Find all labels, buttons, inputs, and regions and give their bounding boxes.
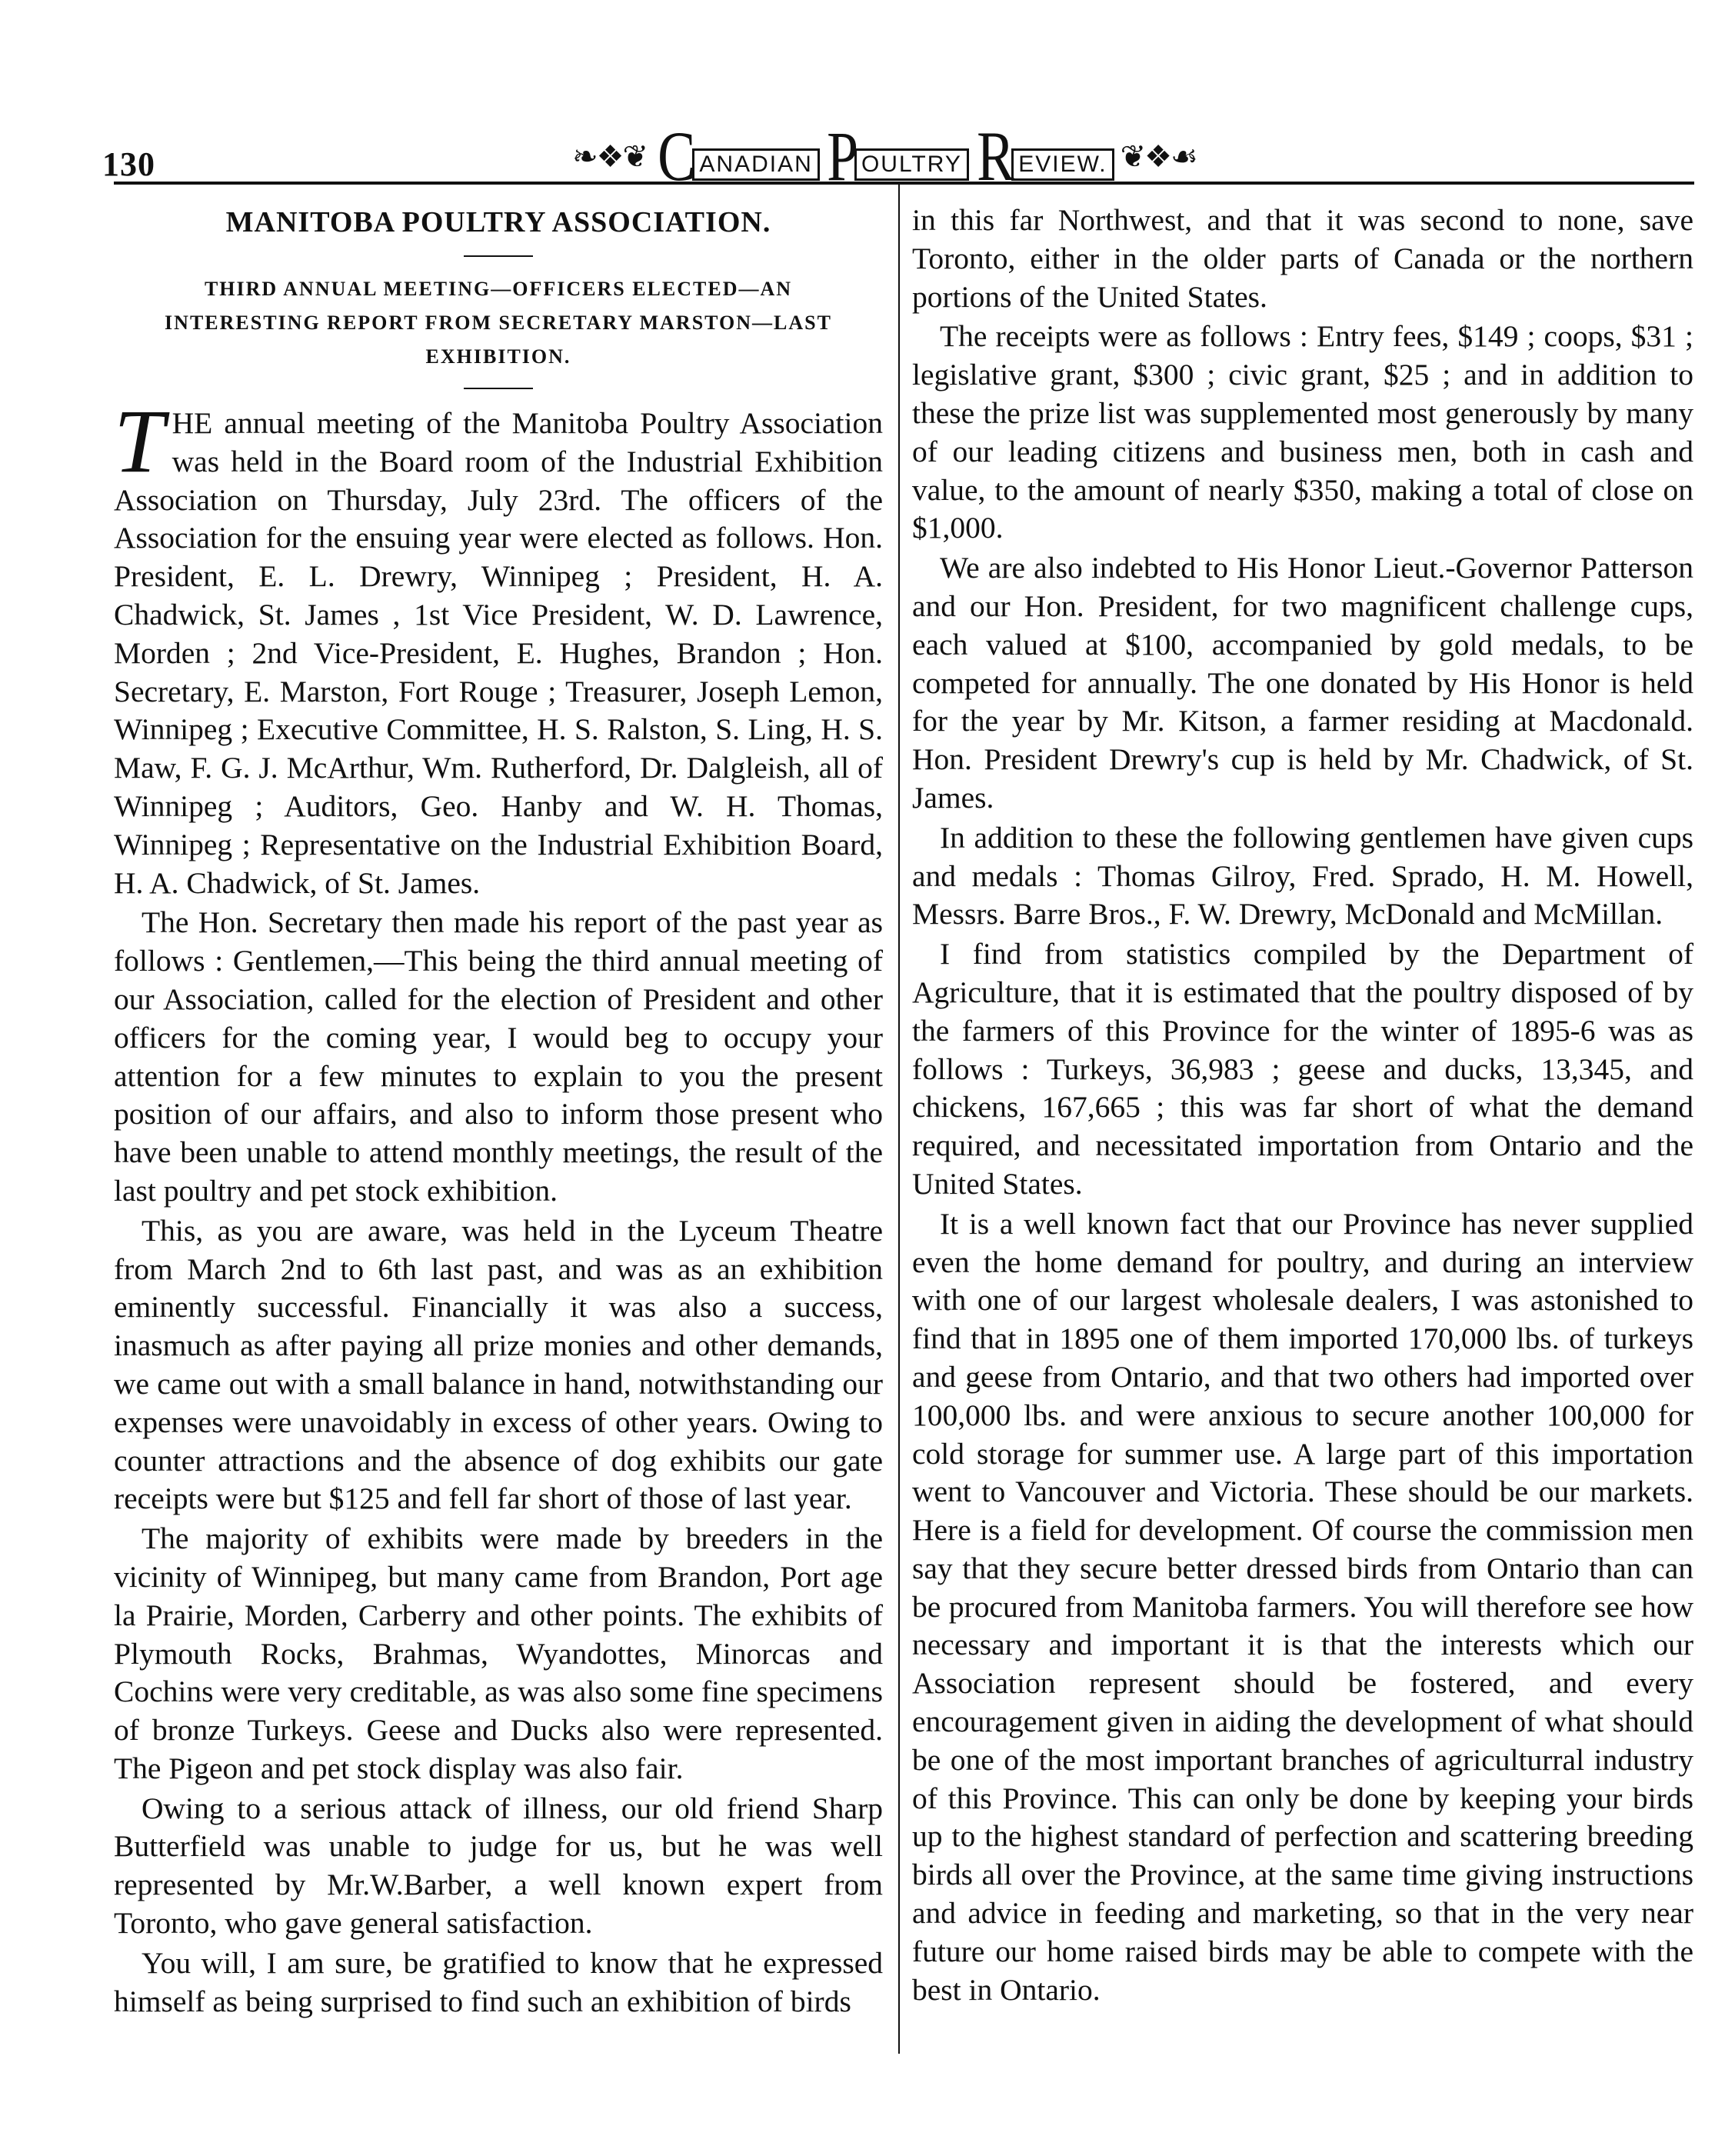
- paragraph-officers: [114, 391, 883, 902]
- masthead-cap-p: P: [826, 117, 858, 195]
- paragraph-judge: Owing to a serious attack of illness, our old friend Sharp Butterfield was unable to judge for us, but he was well represented by Mr.W.Barber, a well known expert from Toronto, who gave general satisfaction.: [114, 1791, 883, 1941]
- subhead-rule: [464, 388, 533, 389]
- paragraph-gratified: You will, I am sure, be gratified to know that he expressed himself as being surprised to find such an exhibition of birds: [114, 1945, 883, 2018]
- article-subhead: THIRD ANNUAL MEETING—OFFICERS ELECTED—AN INTERESTING REPORT FROM SECRETARY MARSTON—LAST EXHIBITION.: [165, 278, 832, 368]
- masthead-cap-r: R: [977, 117, 1015, 195]
- column-divider: [898, 185, 900, 2054]
- paragraph-receipts: The receipts were as follows : Entry fees, $149 ; coops, $31 ; legislative grant, $300 ; civic grant, $25 ; and in addition to these the prize list was supplemented most generously by many of our leading citizens and business men, both in cash and value, to the amount of nearly $350, making a total of close on $1,000.: [912, 319, 1693, 545]
- article-title: MANITOBA POULTRY ASSOCIATION.: [225, 206, 771, 238]
- masthead-cap-c: C: [658, 117, 696, 195]
- masthead-word-canadian: [653, 117, 820, 195]
- header-rule: [114, 182, 1694, 185]
- paragraph-northwest: in this far Northwest, and that it was second to none, save Toronto, either in the older parts of Canada or the northern portions of the United States.: [912, 203, 1693, 314]
- masthead-word-poultry: [823, 117, 969, 195]
- right-column: [912, 202, 1693, 2009]
- title-rule: [464, 255, 533, 257]
- paragraph-markets: It is a well known fact that our Province has never supplied even the home demand for poultry, and during an interview with one of our largest wholesale dealers, I was astonished to find that in 1895 one of them imported 170,000 lbs. of turkeys and geese from Ontario, and that two others had imported over 100,000 lbs. and were anxious to secure another 100,000 for cold storage for summer use. A large part of this importation went to Vancouver and Victoria. These should be our markets. Here is a field for development. Of course the commission men say that they secure better dressed birds from Ontario than can be procured from Manitoba farmers. You will therefore see how necessary and important it is that the interests which our Association represent should be fostered, and every encouragement given in aiding the development of what should be one of the most important branches of agriculturral industry of this Province. This can only be done by keeping your birds up to the highest standard of perfection and scattering breeding birds all over the Province, at the same time giving instructions and advice in feeding and marketing, so that in the very near future our home raised birds may be able to compete with the best in Ontario.: [912, 1206, 1693, 2007]
- ornament-left-icon: ❧❖❦: [572, 138, 648, 174]
- masthead-rest-eview: EVIEW.: [1011, 148, 1114, 181]
- page-number: 130: [102, 145, 155, 183]
- masthead-title: [653, 117, 1114, 195]
- paragraph-lyceum: This, as you are aware, was held in the Lyceum Theatre from March 2nd to 6th last past, and was as an exhibition eminently successful. Financially it was also a success, inasmuch as after paying all prize monies and other demands, we came out with a small balance in hand, notwithstanding our expenses were unavoidably in excess of other years. Owing to counter attractions and the absence of dog exhibits our gate receipts were but $125 and fell far short of those of last year.: [114, 1213, 883, 1516]
- dropcap: T: [114, 391, 165, 492]
- left-column: [114, 202, 883, 2021]
- paragraph-cups: We are also indebted to His Honor Lieut.-Governor Patterson and our Hon. President, for two magnificent challenge cups, each valued at $100, accompanied by gold medals, to be competed for annually. The one donated by His Honor is held for the year by Mr. Kitson, a farmer residing at Macdonald. Hon. President Drewry's cup is held by Mr. Chadwick, of St. James.: [912, 551, 1693, 815]
- paragraph-officers-text: HE annual meeting of the Manitoba Poultry Association was held in the Board room of the Industrial Exhibition Association on Thursday, July 23rd. The officers of the Association for the ensuing year were elected as follows. Hon. President, E. L. Drewry, Winnipeg ; President, H. A. Chadwick, St. James , 1st Vice President, W. D. Lawrence, Morden ; 2nd Vice-President, E. Hughes, Brandon ; Hon. Secretary, E. Marston, Fort Rouge ; Treasurer, Joseph Lemon, Winnipeg ; Executive Committee, H. S. Ralston, S. Ling, H. S. Maw, F. G. J. McArthur, Wm. Rutherford, Dr. Dalgleish, all of Winnipeg ; Auditors, Geo. Hanby and W. H. Thomas, Winnipeg ; Representative on the Industrial Exhibition Board, H. A. Chadwick, of St. James.: [114, 406, 883, 900]
- paragraph-report-intro: The Hon. Secretary then made his report of the past year as follows : Gentlemen,—This being the third annual meeting of our Association, called for the election of President and other officers for the coming year, I would beg to occupy your attention for a few minutes to explain to you the present position of our affairs, and also to inform those present who have been unable to attend monthly meetings, the result of the last poultry and pet stock exhibition.: [114, 905, 883, 1208]
- paragraph-gentlemen: In addition to these the following gentlemen have given cups and medals : Thomas Gilroy, Fred. Sprado, H. M. Howell, Messrs. Barre Bros., F. W. Drewry, McDonald and McMillan.: [912, 820, 1693, 931]
- masthead-rest-anadian: ANADIAN: [692, 148, 819, 181]
- masthead: [572, 117, 1197, 195]
- ornament-right-icon: ❦❖☙: [1120, 138, 1197, 174]
- paragraph-statistics: I find from statistics compiled by the Department of Agriculture, that it is estimated that the poultry disposed of by the farmers of this Province for the winter of 1895-6 was as follows : Turkeys, 36,983 ; geese and ducks, 13,345, and chickens, 167,665 ; this was far short of what the demand required, and necessitated importation from Ontario and the United States.: [912, 937, 1693, 1201]
- masthead-rest-oultry: OULTRY: [854, 148, 969, 181]
- paragraph-exhibits: The majority of exhibits were made by breeders in the vicinity of Winnipeg, but many came from Brandon, Port age la Prairie, Morden, Carberry and other points. The exhibits of Plymouth Rocks, Brahmas, Wyandottes, Minorcas and Cochins were very creditable, as was also some fine specimens of bronze Turkeys. Geese and Ducks also were represented. The Pigeon and pet stock display was also fair.: [114, 1521, 883, 1785]
- masthead-word-review: [972, 117, 1114, 195]
